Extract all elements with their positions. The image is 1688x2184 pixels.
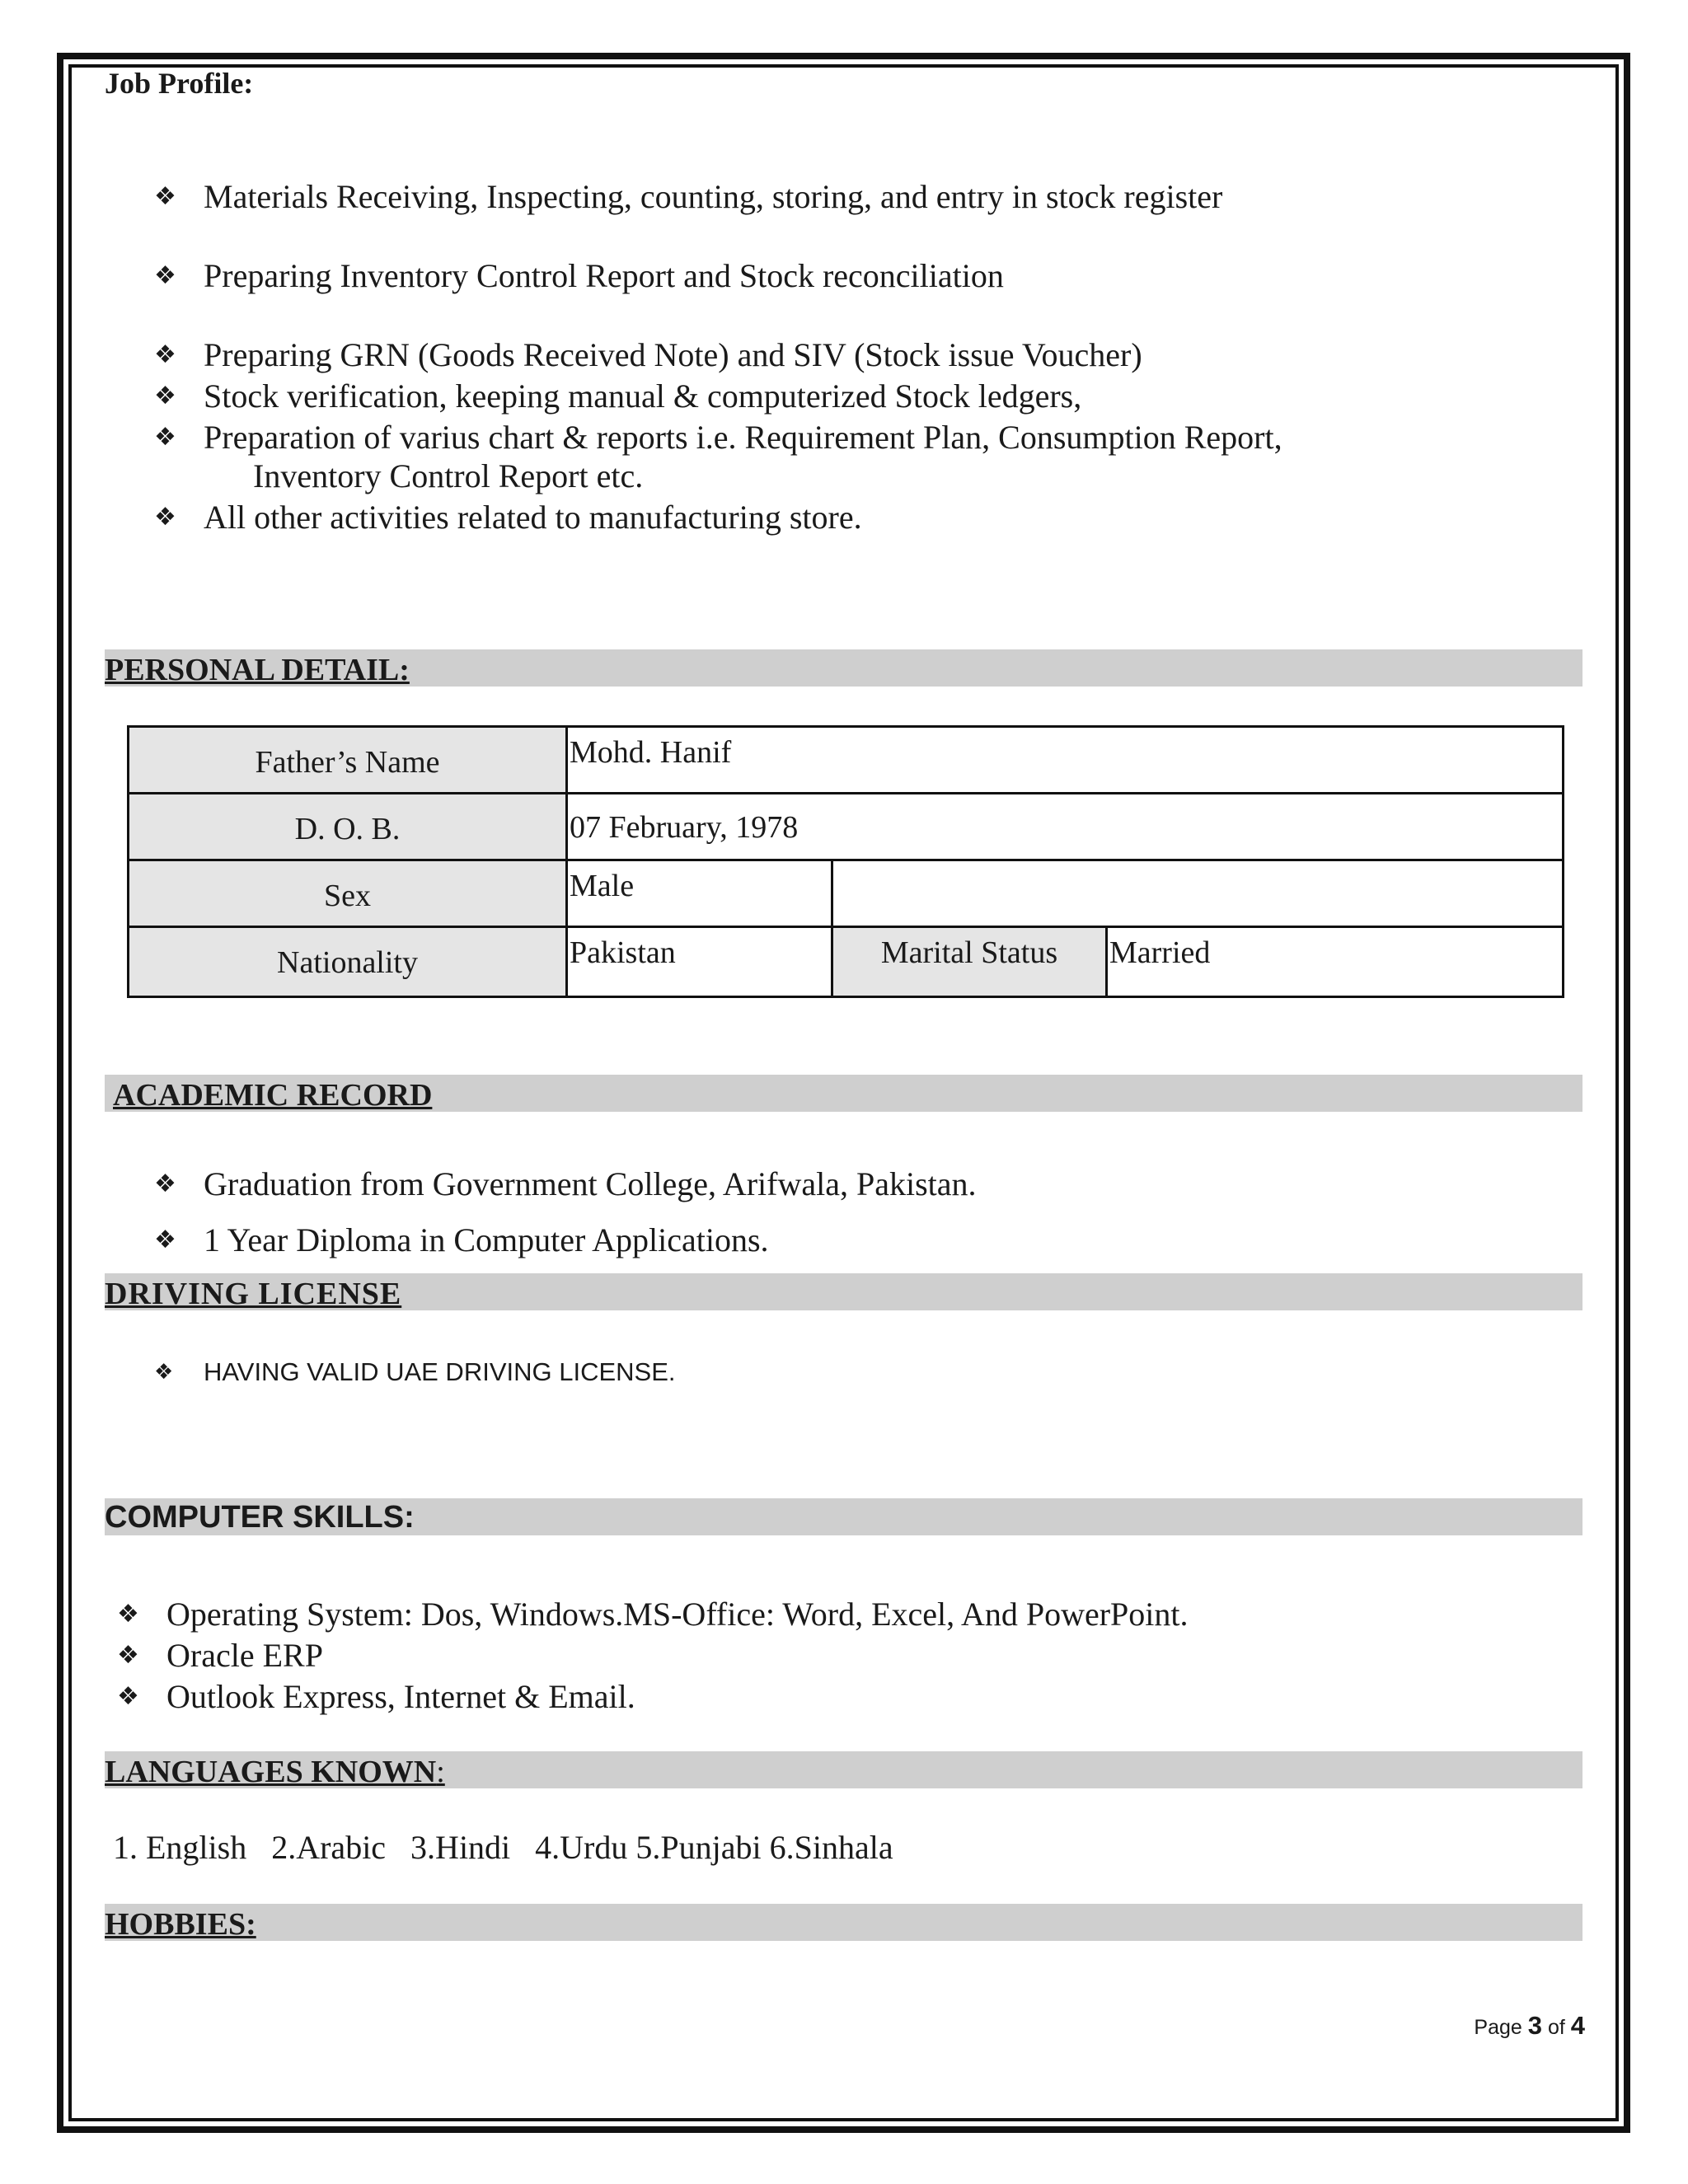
bullet-icon: ❖ <box>154 261 176 290</box>
page-number: Page 3 of 4 <box>1474 2011 1585 2040</box>
section-hobbies <box>105 1904 1582 1941</box>
nationality-value-cell: Pakistan <box>565 926 833 998</box>
bullet-icon: ❖ <box>117 1600 139 1629</box>
empty-cell <box>831 859 1564 928</box>
nationality-label-cell: Nationality <box>127 926 568 998</box>
marital-status-value-cell: Married <box>1105 926 1564 998</box>
fathers-name-label-cell: Father’s Name <box>127 725 568 794</box>
section-driving-license <box>105 1273 1582 1310</box>
section-computer-skills <box>105 1498 1582 1535</box>
bullet-icon: ❖ <box>154 503 176 532</box>
bullet-icon: ❖ <box>154 182 176 211</box>
section-heading: HOBBIES: <box>105 1907 256 1942</box>
section-heading: COMPUTER SKILLS: <box>105 1500 415 1535</box>
bullet-icon: ❖ <box>154 340 176 369</box>
bullet-icon: ❖ <box>154 423 176 452</box>
bullet-icon: ❖ <box>117 1682 139 1711</box>
sex-label-cell: Sex <box>127 859 568 928</box>
section-academic-record <box>105 1075 1582 1112</box>
section-languages-known <box>105 1751 1582 1788</box>
bullet-icon: ❖ <box>154 1226 176 1254</box>
languages-list: 1. English 2.Arabic 3.Hindi 4.Urdu 5.Punjabi 6.Sinhala <box>113 1829 893 1866</box>
section-personal-detail <box>105 649 1582 687</box>
personal-detail-table <box>127 725 1564 998</box>
bullet-icon: ❖ <box>154 382 176 410</box>
dob-value-cell: 07 February, 1978 <box>565 792 1564 861</box>
bullet-icon: ❖ <box>154 1169 176 1198</box>
job-profile-heading: Job Profile: <box>105 67 254 100</box>
marital-status-label-cell: Marital Status <box>831 926 1108 998</box>
bullet-icon: ❖ <box>154 1360 174 1385</box>
section-heading: LANGUAGES KNOWN: <box>105 1755 445 1789</box>
section-heading: PERSONAL DETAIL: <box>105 653 410 687</box>
bullet-icon: ❖ <box>117 1641 139 1670</box>
sex-value-cell: Male <box>565 859 833 928</box>
section-heading: DRIVING LICENSE <box>105 1277 402 1311</box>
fathers-name-value-cell: Mohd. Hanif <box>565 725 1564 794</box>
dob-label-cell: D. O. B. <box>127 792 568 861</box>
section-heading: ACADEMIC RECORD <box>113 1078 433 1113</box>
